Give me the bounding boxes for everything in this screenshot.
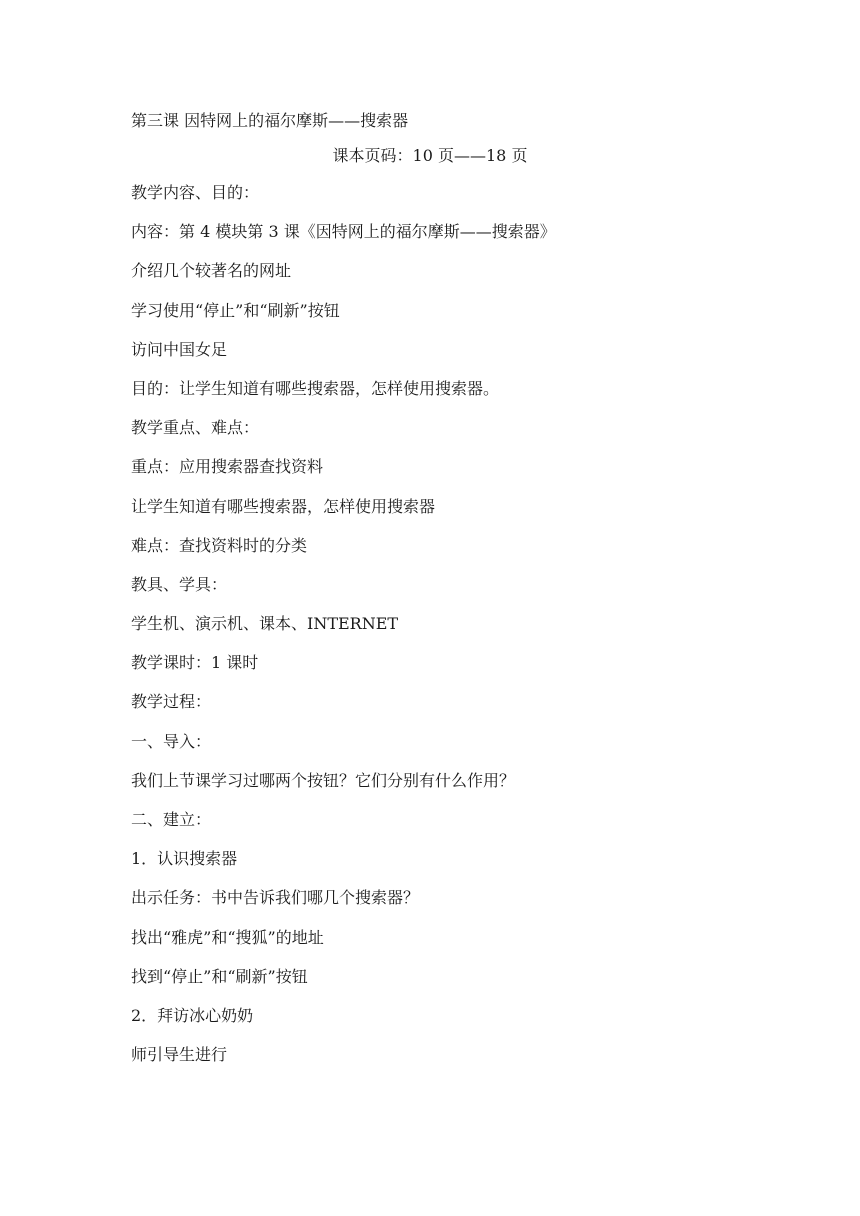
body-line: 教学过程：: [131, 692, 212, 712]
body-line: 2．拜访冰心奶奶: [131, 1005, 254, 1025]
body-line: 一、导入：: [131, 731, 212, 751]
body-line: 访问中国女足: [131, 339, 228, 359]
body-line: 内容：第 4 模块第 3 课《因特网上的福尔摩斯——搜索器》: [131, 222, 556, 242]
lesson-body: [131, 182, 771, 1083]
body-line: 让学生知道有哪些搜索器，怎样使用搜索器: [131, 496, 436, 516]
body-line: 教学内容、目的：: [131, 183, 260, 202]
body-line: 二、建立：: [131, 810, 212, 829]
body-line: 找到“停止”和“刷新”按钮: [131, 966, 308, 986]
body-line: 1．认识搜索器: [131, 849, 238, 869]
body-line: 找出“雅虎”和“搜狐”的地址: [131, 927, 324, 947]
body-line: 我们上节课学习过哪两个按钮？它们分别有什么作用？: [131, 770, 516, 790]
lesson-title: 第三课 因特网上的福尔摩斯——搜索器: [131, 111, 409, 130]
body-line: 难点：查找资料时的分类: [131, 535, 308, 555]
page-range-subtitle: 课本页码：10 页——18 页: [332, 146, 528, 165]
body-line: 出示任务：书中告诉我们哪几个搜索器？: [131, 888, 420, 908]
body-line: 学习使用“停止”和“刷新”按钮: [131, 300, 340, 320]
body-line: 教学课时：1 课时: [131, 653, 259, 673]
body-line: 教学重点、难点：: [131, 418, 260, 438]
body-line: 重点：应用搜索器查找资料: [131, 457, 324, 477]
body-line: 教具、学具：: [131, 574, 228, 594]
body-line: 介绍几个较著名的网址: [131, 261, 292, 281]
body-line: 师引导生进行: [131, 1045, 228, 1065]
body-line: 学生机、演示机、课本、INTERNET: [131, 614, 399, 634]
body-line: 目的：让学生知道有哪些搜索器，怎样使用搜索器。: [131, 378, 500, 398]
